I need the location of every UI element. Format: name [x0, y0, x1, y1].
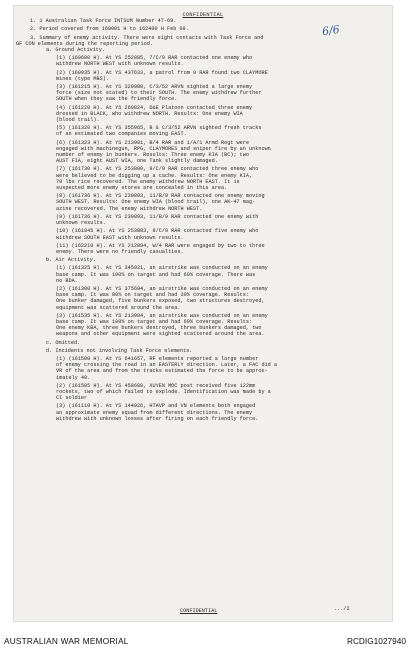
text-line-a2d: equipment was scattered around the area. [56, 304, 181, 311]
text-line-a3b: base camp. It was 100% on target and had 60% coverage. Results: [56, 318, 253, 325]
text-line-g6: (6) (161323 H). At YS 213901, B/4 RAR and 1/A/1 Armd Regt were [56, 139, 250, 146]
text-line-d1: (1) (161500 H). At YS 641657, RF elements reported a large number [56, 355, 259, 362]
archive-footer [0, 628, 410, 654]
text-line-g6d: AUST FIA, eight AUST WIA, one Tank slightly damaged. [56, 158, 218, 165]
text-line-g4c: (blood trail). [56, 117, 100, 124]
text-line-l2: 2. Period covered from 160001 H to 162400 H Feb 69. [30, 26, 189, 33]
text-line-d2: (2) (161505 H). At YS 458688, XUYEN MOC post received five 122mm [56, 382, 256, 389]
text-line-g11: (11) (162210 H). At YS 212894, W/4 RAR were engaged by two to three [56, 242, 265, 249]
footer-record-id: RCDIG1027940 [346, 636, 406, 646]
text-line-g7: (7) (161730 H). At YS 253800, 9/C/9 RAR contacted three enemy who [56, 166, 259, 173]
text-line-c: c. Omitted. [46, 339, 81, 346]
text-line-g2: (2) (160935 H). At YS 437633, a patrol from 9 RAR found two CLAYMORE [56, 69, 268, 76]
text-line-d2c: CI soldier [56, 395, 88, 402]
text-line-g5b: of an estimated two companies moving EAST. [56, 131, 187, 138]
text-line-g6b: engaged with machinegun, RPG, CLAYMORES and sniper fire by an unknown [56, 145, 271, 152]
text-line-a1b: base camp. It was 100% on target and had 60% coverage. There was [56, 271, 256, 278]
continuation-marker: .../2 [334, 606, 350, 612]
text-line-d3: (3) (161110 H). At YS 144926, HTAVP and VN elements both engaged [56, 403, 256, 410]
text-line-a2b: base camp. It was 80% on target and had 30% coverage. Results: [56, 292, 250, 299]
text-line-a3d: weapons and other equipment were sighted scattered around the area. [56, 331, 265, 338]
text-line-g2b: mines (type MBS). [56, 75, 109, 82]
page-title: CONFIDENTIAL [182, 12, 224, 18]
text-line-d: d. Incidents not involving Task Force elements. [46, 347, 193, 354]
text-line-g4: (4) (161220 H). At YS 269824, D&E Platoon contacted three enemy [56, 104, 253, 111]
text-line-g3c: SOUTH when they saw the friendly force. [56, 96, 178, 103]
text-line-g11b: enemy. There were no friendly casualties. [56, 248, 184, 255]
text-line-d3c: withdrew with unknown losses after firing on each friendly force. [56, 415, 259, 422]
text-line-b: b. Air Activity. [46, 257, 96, 264]
text-line-d1c: VR of the area and from the tracks estimated the force to be approx- [56, 368, 268, 375]
text-line-g1: (1) (160600 H). At YS 252885, 7/C/9 RAR contacted one enemy who [56, 55, 253, 62]
text-line-l3b: GF CON elements during the reporting period. [16, 40, 153, 47]
text-line-a2: (2) (161300 H). At YS 375694, an airstrike was conducted on an enemy [56, 285, 268, 292]
bottom-classification: CONFIDENTIAL [180, 608, 218, 614]
text-line-g9: (9) (161736 H). At YS 239893, 11/B/9 RAR contacted one enemy with [56, 213, 259, 220]
text-line-d3b: an approximate enemy squad from different directions. The enemy [56, 409, 253, 416]
text-line-l3: 3. Summary of enemy activity. There were eight contacts with Task Force and [30, 34, 264, 41]
text-line-g8c: azine recovered. The enemy withdrew NORTH WEST. [56, 205, 203, 212]
text-line-a: a. Ground Activity. [46, 47, 106, 54]
text-line-a1: (1) (161325 H). At YS 345921, an airstrike was conducted on an enemy [56, 265, 268, 272]
text-line-a2c: One bunker damaged, five bunkers exposed, two structures destroyed, [56, 298, 265, 305]
text-line-a3: (3) (161535 H). At YS 213904, an airstrike was conducted on an enemy [56, 312, 268, 319]
text-line-g3b: force (size not stated) to their SOUTH. The enemy withdrew further [56, 90, 262, 97]
text-line-g8b: SOUTH WEST. Results: One enemy WIA (blood trail), one AK-47 mag- [56, 199, 256, 206]
text-line-d2b: rockets, two of which failed to explode. Identification was made by a [56, 388, 271, 395]
text-line-g5: (5) (161320 H). At YS 355965, B & C/3/52 ARVN sighted fresh tracks [56, 125, 262, 132]
text-line-g4b: dressed in BLACK, who withdrew NORTH. Results: One enemy WIA [56, 110, 243, 117]
text-line-g7b: were believed to be digging up a cache. Results: One enemy KIA, [56, 172, 253, 179]
text-line-g9b: unknown results. [56, 220, 106, 227]
text-line-g10: (10) (161845 H). At YS 253883, 8/C/9 RAR contacted five enemy who [56, 228, 259, 235]
text-line-a3c: One enemy KBA, three bunkers destroyed, three bunkers damaged, two [56, 325, 262, 332]
footer-source: AUSTRALIAN WAR MEMORIAL [4, 636, 129, 646]
text-line-d1b: of enemy crossing the road in an EASTERLY direction. Later, a FAC did a [56, 362, 278, 369]
text-line-g7d: suspected more enemy stores are concealed in this area. [56, 185, 228, 192]
document-body [16, 12, 390, 422]
text-line-g8: (8) (161736 H). At YS 239893, 11/B/9 RAR contacted one enemy moving [56, 193, 265, 200]
text-line-g10b: withdrew SOUTH EAST with unknown results. [56, 234, 184, 241]
text-line-a1c: no BDA. [56, 277, 78, 284]
text-line-g1b: withdrew NORTH WEST with unknown results. [56, 61, 184, 68]
document-text [16, 18, 390, 422]
text-line-d1d: imately 40. [56, 374, 91, 381]
text-line-g7c: 70 lbs rice recovered. The enemy withdrew NORTH EAST. It is [56, 178, 240, 185]
text-line-g6c: number of enemy in bunkers. Results: Three enemy KIA (BC); two [56, 152, 250, 159]
text-line-g3: (3) (161215 H). At YS 329980, C/3/52 ARVN sighted a large enemy [56, 84, 253, 91]
handwritten-page-number: 6/6 [321, 22, 341, 39]
text-line-l1: 1. 1 Australian Task Force INTSUM Number 47-69. [30, 18, 177, 25]
